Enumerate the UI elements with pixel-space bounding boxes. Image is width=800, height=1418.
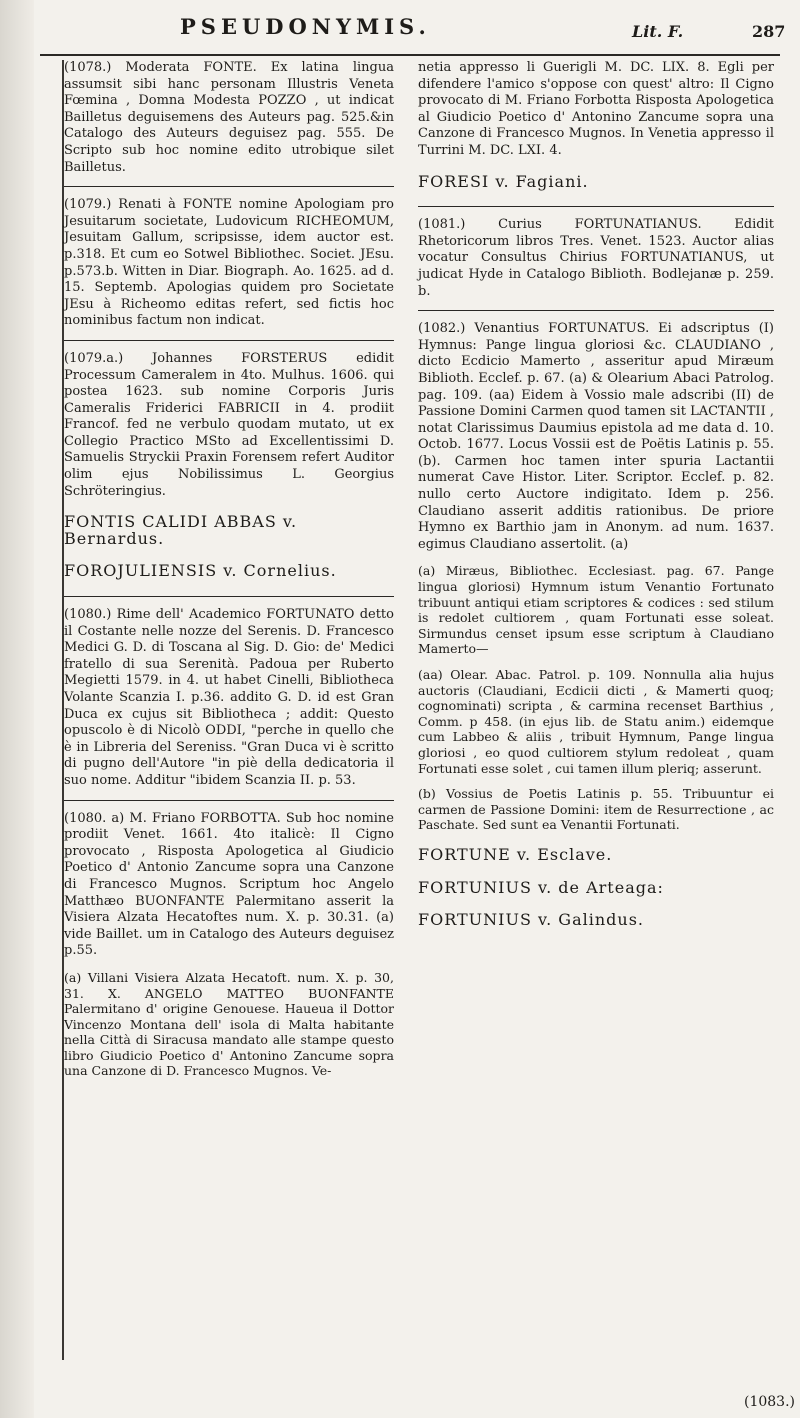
entry-cont: netia appresso li Guerigli M. DC. LIX. 8. Egli per difendere l'amico s'oppose con quest' altro: Il Cigno provocato di M. Friano Forbotta Risposta Apologetica al Giudicio Poetico d' Antonino Zancume sopra una Canzone di Francesco Mugnos. In Venetia appresso il Turrini M. DC. LXI. 4.: [418, 60, 774, 158]
entry-1079: (1079.) Renati à FONTE nomine Apologiam pro Jesuitarum societate, Ludovicum RICHEOMUM, Jesuitam Gallum, scripsisse, idem auctor est. p.318. Et cum eo Sotwel Bibliothec. Societ. JEsu. p.573.b. Witten in Diar. Biograph. Ao. 1625. ad d. 15. Septemb. Apologias quidem pro Societate JEsu à Richeomo editas refert, sed fictis hoc nominibus factum non indicat.: [64, 197, 394, 329]
heading-fortunius-galindus: FORTUNIUS v. Galindus.: [418, 910, 645, 930]
entry-1081: (1081.) Curius FORTUNATIANUS. Edidit Rhetoricorum libros Tres. Venet. 1523. Auctor alias vocatur Consultus Chirius FORTUNATIANUS, ut judicat Hyde in Catalogo Biblioth. Bodlejanæ p. 259. b.: [418, 217, 774, 299]
entry-1079a: (1079.a.) Johannes FORSTERUS edidit Processum Cameralem in 4to. Mulhus. 1606. qui postea 1623. sub nomine Corporis Juris Cameralis Friderici FABRICII in 4. prodiit Francof. fed ne verbulo quodam mutato, ut ex Collegio Practico MSto ad Excellentissimi D. Samuelis Stryckii Praxin Forensem refert Auditor olim ejus Nobilissimus L. Georgius Schröteringius.: [64, 350, 394, 499]
entry-1082: (1082.) Venantius FORTUNATUS. Ei adscriptus (I) Hymnus: Pange lingua gloriosi &c. CLAUDIANO , dicto Ecdicio Mamerto , asseritur apud Miræum Biblioth. Ecclef. p. 67. (a) & Olearium Abaci Patrolog. pag. 109. (aa) Eidem à Vossio male adscribi (II) de Passione Domini Carmen quod tamen sit LACTANTII , notat Clarissimus Daumius epistola ad me data d. 10. Octob. 1677. Locus Vossii est de Poëtis Latinis p. 55. (b). Carmen hoc tamen inter spuria Lactantii numerat Cave Histor. Liter. Scriptor. Ecclef. p. 82. nullo certo Auctore indigitato. Idem p. 256. Claudiano asserit additis rationibus. De priore Hymno ex Barthio jam in Anonym. ad num. 1637. egimus Claudiano assertolit. (a): [418, 321, 774, 552]
divider: [418, 206, 774, 207]
heading-fortune: FORTUNE v. Esclave.: [418, 844, 613, 864]
heading-foresi: FORESI v. Fagiani.: [418, 171, 589, 191]
entry-1080a: (1080. a) M. Friano FORBOTTA. Sub hoc nomine prodiit Venet. 1661. 4to italicè: Il Cigno provocato , Risposta Apologetica al Giudicio Poetico d' Antonio Zancume sopra una Canzone di Francesco Mugnos. Scriptum hoc Angelo Matthæo BUONFANTE Palermitano asserit la Visiera Alzata Hecatoftes num. X. p. 30.31. (a) vide Baillet. um in Catalogo des Auteurs deguisez p.55.: [64, 810, 394, 959]
section-mark: Lit. F.: [632, 22, 684, 41]
header-rule: [40, 54, 780, 56]
heading-fontis-calidi: FONTIS CALIDI ABBAS v. Bernardus.: [64, 512, 298, 548]
divider: [64, 800, 394, 801]
divider: [64, 186, 394, 187]
left-column: [64, 60, 394, 1089]
entry-1080: (1080.) Rime dell' Academico FORTUNATO detto il Costante nelle nozze del Serenis. D. Francesco Medici G. D. di Toscana al Sig. D. Gio: de' Medici fratello di sua Serenità. Padoua per Ruberto Megietti 1579. in 4. ut habet Cinelli, Bibliotheca Volante Scanzia I. p.36. addito G. D. id est Gran Duca ex cujus sit Bibliotheca ; addit: Questo opuscolo è di Nicolò ODDI, "perche in quello che è in Libreria del Sereniss. "Gran Duca vi è scritto di pugno dell'Autore "in piè della dedicatoria il suo nome. Additur "ibidem Scanzia II. p. 53.: [64, 607, 394, 788]
entry-1078: (1078.) Moderata FONTE. Ex latina lingua assumsit sibi hanc personam Illustris Veneta Fœmina , Domna Modesta POZZO , ut indicat Bailletus deguisemens des Auteurs pag. 525.&in Catalogo des Auteurs deguisez pag. 555. De Scripto sub hoc nomine edito utrobique silet Bailletus.: [64, 60, 394, 175]
footnote-b: (b) Vossius de Poetis Latinis p. 55. Tribuuntur ei carmen de Passione Domini: item de Resurrectione , ac Paschate. Sed sunt ea Venantii Fortunati.: [418, 786, 774, 833]
catchword: (1083.): [744, 1394, 796, 1410]
footnote-a: (a) Miræus, Bibliothec. Ecclesiast. pag. 67. Pange lingua gloriosi) Hymnum istum Venantio Fortunato tribuunt antiqui etiam scriptores & codices : sed stilum is redolet cultiorem , quam Fortunati esse soleat. Sirmundus censet ipsum esse scriptum à Claudiano Mamerto—: [418, 563, 774, 657]
footnote-left: (a) Villani Visiera Alzata Hecatoft. num. X. p. 30, 31. X. ANGELO MATTEO BUONFANTE Palermitano d' origine Genouese. Haueua il Dottor Vincenzo Montana dell' isola di Malta habitante nella Città di Siracusa mandato alle stampe questo libro Giudicio Poetico d' Antonino Zancume sopra una Canzone di D. Francesco Mugnos. Ve-: [64, 969, 394, 1079]
right-column: [418, 60, 774, 945]
divider: [64, 340, 394, 341]
heading-fortunius-arteaga: FORTUNIUS v. de Arteaga:: [418, 877, 664, 897]
divider: [64, 596, 394, 597]
scan-edge: [0, 0, 34, 1418]
page-number: 287: [752, 22, 786, 41]
heading-forojuliensis: FOROJULIENSIS v. Cornelius.: [64, 561, 337, 581]
running-title: PSEUDONYMIS.: [180, 14, 431, 39]
footnote-aa: (aa) Olear. Abac. Patrol. p. 109. Nonnulla alia hujus auctoris (Claudiani, Ecdicii dicti , & Mamerti quoq; cognominati) scripta , & carmina recenset Barthius , Comm. p 458. (in ejus lib. de Statu anim.) eidemque cum Labbeo & aliis , tribuit Hymnum, Pange lingua gloriosi , eo quod cultiorem stylum redoleat , quam Fortunati esse solet , cui tamen illum pleriq; asserunt.: [418, 667, 774, 776]
divider: [418, 310, 774, 311]
page-header: [0, 8, 800, 48]
